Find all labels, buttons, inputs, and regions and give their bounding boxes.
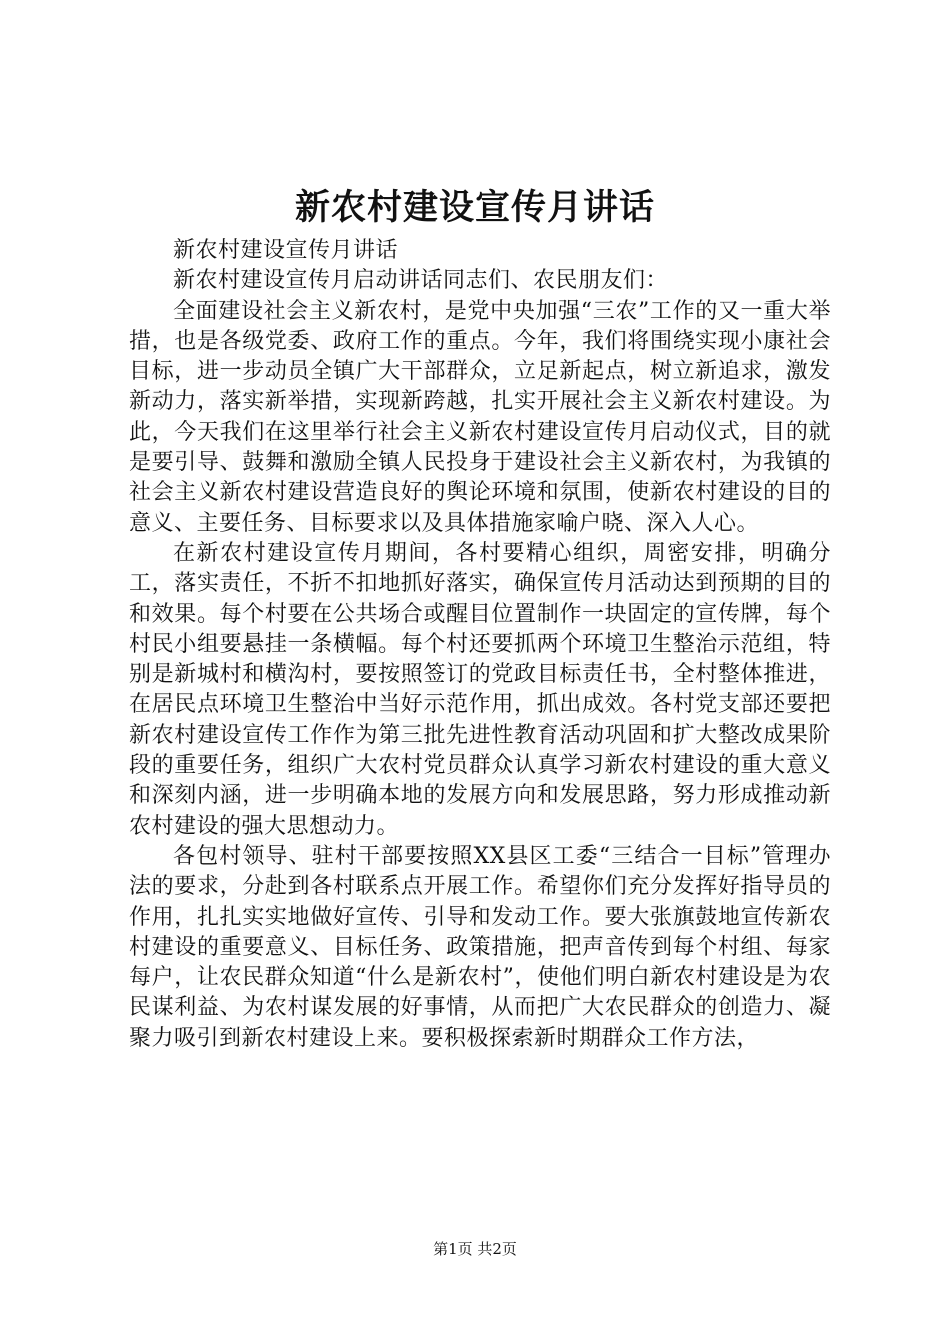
paragraph-greeting: 新农村建设宣传月启动讲话同志们、农民朋友们： bbox=[173, 268, 669, 294]
paragraph-body: 在新农村建设宣传月期间，各村要精心组织，周密安排，明确分工，落实责任，不折不扣地抓好落实，确保宣传月活动达到预期的目的和效果。每个村要在公共场合或醒目位置制作一块固定的宣传牌，每个村民小组要悬挂一条横幅。每个村还要抓两个环境卫生整治示范组，特别是新城村和横沟村，要按照签订的党政目标责任书，全村整体推进，在居民点环境卫生整治中当好示范作用，抓出成效。各村党支部还要把新农村建设宣传工作作为第三批先进性教育活动巩固和扩大整改成果阶段的重要任务，组织广大农村党员群众认真学习新农村建设的重大意义和深刻内涵，进一步明确本地的发展方向和发展思路，努力形成推动新农村建设的强大思想动力。 bbox=[129, 540, 831, 839]
paragraph-body: 各包村领导、驻村干部要按照XX县区工委“三结合一目标”管理办法的要求，分赴到各村联系点开展工作。希望你们充分发挥好指导员的作用，扎扎实实地做好宣传、引导和发动工作。要大张旗鼓地宣传新农村建设的重要意义、目标任务、政策措施，把声音传到每个村组、每家每户，让农民群众知道“什么是新农村”，使他们明白新农村建设是为农民谋利益、为农村谋发展的好事情，从而把广大农民群众的创造力、凝聚力吸引到新农村建设上来。要积极探索新时期群众工作方法， bbox=[129, 843, 831, 1051]
paragraph-body: 全面建设社会主义新农村，是党中央加强“三农”工作的又一重大举措，也是各级党委、政府工作的重点。今年，我们将围绕实现小康社会目标，进一步动员全镇广大干部群众，立足新起点，树立新追求，激发新动力，落实新举措，实现新跨越，扎实开展社会主义新农村建设。为此，今天我们在这里举行社会主义新农村建设宣传月启动仪式，目的就是要引导、鼓舞和激励全镇人民投身于建设社会主义新农村，为我镇的社会主义新农村建设营造良好的舆论环境和氛围，使新农村建设的目的意义、主要任务、目标要求以及具体措施家喻户晓、深入人心。 bbox=[129, 298, 831, 536]
document-body bbox=[129, 236, 831, 1054]
page-footer: 第1页 共2页 bbox=[433, 1240, 517, 1258]
paragraph-subtitle: 新农村建设宣传月讲话 bbox=[173, 238, 399, 263]
page-title: 新农村建设宣传月讲话 bbox=[294, 187, 655, 228]
